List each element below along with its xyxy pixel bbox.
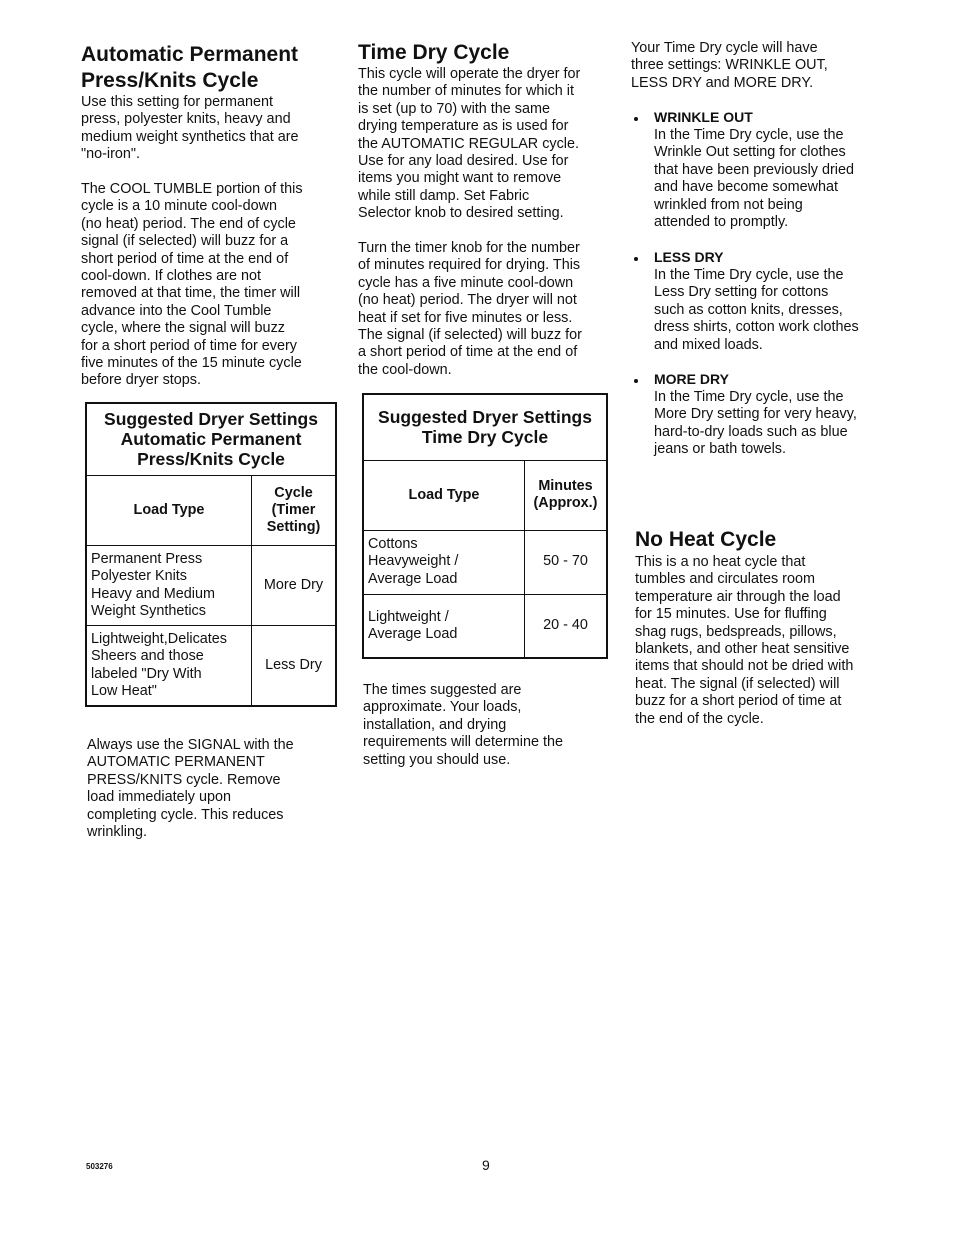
table-header-load-type: Load Type (363, 460, 525, 530)
bullet-text-less-dry: In the Time Dry cycle, use the Less Dry setting for cottons such as cotton knits, dresses, dress shirts, cotton work clothes and mixed loads. (654, 267, 859, 353)
table-title: Suggested Dryer Settings Automatic Permanent Press/Knits Cycle (86, 403, 336, 475)
table-header-minutes: Minutes (Approx.) (525, 460, 608, 530)
table-row (86, 626, 336, 706)
table-header-cycle: Cycle (Timer Setting) (252, 475, 337, 545)
page-number: 9 (482, 1157, 490, 1173)
table-cell-load: Permanent Press Polyester Knits Heavy and Medium Weight Synthetics (86, 545, 252, 625)
paragraph-times-note: The times suggested are approximate. Your loads, installation, and drying requirements will determine the setting you should use. (363, 682, 563, 768)
paragraph-timer-knob: Turn the timer knob for the number of minutes required for drying. This cycle has a five minute cool-down (no heat) period. The dryer will not heat if set for five minutes or less. The signal (if selected) will buzz for a short period of time at the end of the cool-down. (358, 240, 582, 378)
bullet-text-more-dry: In the Time Dry cycle, use the More Dry setting for very heavy, hard-to-dry loads such as blue jeans or bath towels. (654, 389, 857, 458)
table-cell-load: Lightweight / Average Load (363, 594, 525, 658)
table-cell-minutes: 20 - 40 (525, 594, 608, 658)
settings-table-permanent-press (85, 402, 337, 707)
table-cell-load: Lightweight,Delicates Sheers and those labeled "Dry With Low Heat" (86, 626, 252, 706)
section-title-no-heat: No Heat Cycle (635, 528, 777, 551)
table-row (86, 545, 336, 625)
section-title-permanent-press: Automatic Permanent Press/Knits Cycle (81, 43, 299, 92)
table-title: Suggested Dryer Settings Time Dry Cycle (363, 394, 607, 460)
bullet-heading-wrinkle-out: WRINKLE OUT (654, 109, 753, 125)
document-code: 503276 (86, 1162, 113, 1171)
paragraph-time-dry-settings: Your Time Dry cycle will have three settings: WRINKLE OUT, LESS DRY and MORE DRY. (631, 40, 828, 91)
bullet-icon (634, 379, 638, 383)
table-header-load-type: Load Type (86, 475, 252, 545)
table-cell-minutes: 50 - 70 (525, 530, 608, 594)
settings-table-time-dry (362, 393, 608, 659)
paragraph-permanent-press-intro: Use this setting for permanent press, polyester knits, heavy and medium weight synthetics that are "no-iron". (81, 94, 299, 163)
table-cell-load: Cottons Heavyweight / Average Load (363, 530, 525, 594)
bullet-text-wrinkle-out: In the Time Dry cycle, use the Wrinkle Out setting for clothes that have been previously dried and have become somewhat wrinkled from not being attended to promptly. (654, 127, 855, 231)
table-cell-setting: Less Dry (252, 626, 337, 706)
table-cell-setting: More Dry (252, 545, 337, 625)
bullet-icon (634, 117, 638, 121)
paragraph-cool-tumble: The COOL TUMBLE portion of this cycle is a 10 minute cool-down (no heat) period. The end of cycle signal (if selected) will buzz for a short period of time at the end of cool-down. If clothes are not removed at that time, the timer will advance into the Cool Tumble cycle, where the signal will buzz for a short period of time for every five minutes of the 15 minute cycle before dryer stops. (81, 181, 303, 389)
table-row (363, 530, 607, 594)
table-row (363, 594, 607, 658)
bullet-heading-more-dry: MORE DRY (654, 371, 729, 387)
paragraph-time-dry-intro: This cycle will operate the dryer for the number of minutes for which it is set (up to 70) with the same drying temperature as is used for the AUTOMATIC REGULAR cycle. Use for any load desired. Use for items you might want to remove while still damp. Set Fabric Selector knob to desired setting. (358, 66, 581, 222)
bullet-icon (634, 257, 638, 261)
section-title-time-dry: Time Dry Cycle (358, 41, 510, 64)
bullet-heading-less-dry: LESS DRY (654, 249, 724, 265)
paragraph-no-heat: This is a no heat cycle that tumbles and circulates room temperature air through the load for 15 minutes. Use for fluffing shag rugs, bedspreads, pillows, blankets, and other heat sensitive items that should not be dried with heat. The signal (if selected) will buzz for a short period of time at the end of the cycle. (635, 554, 854, 727)
paragraph-signal-note: Always use the SIGNAL with the AUTOMATIC PERMANENT PRESS/KNITS cycle. Remove load immediately upon completing cycle. This reduces wrinkling. (87, 737, 294, 841)
